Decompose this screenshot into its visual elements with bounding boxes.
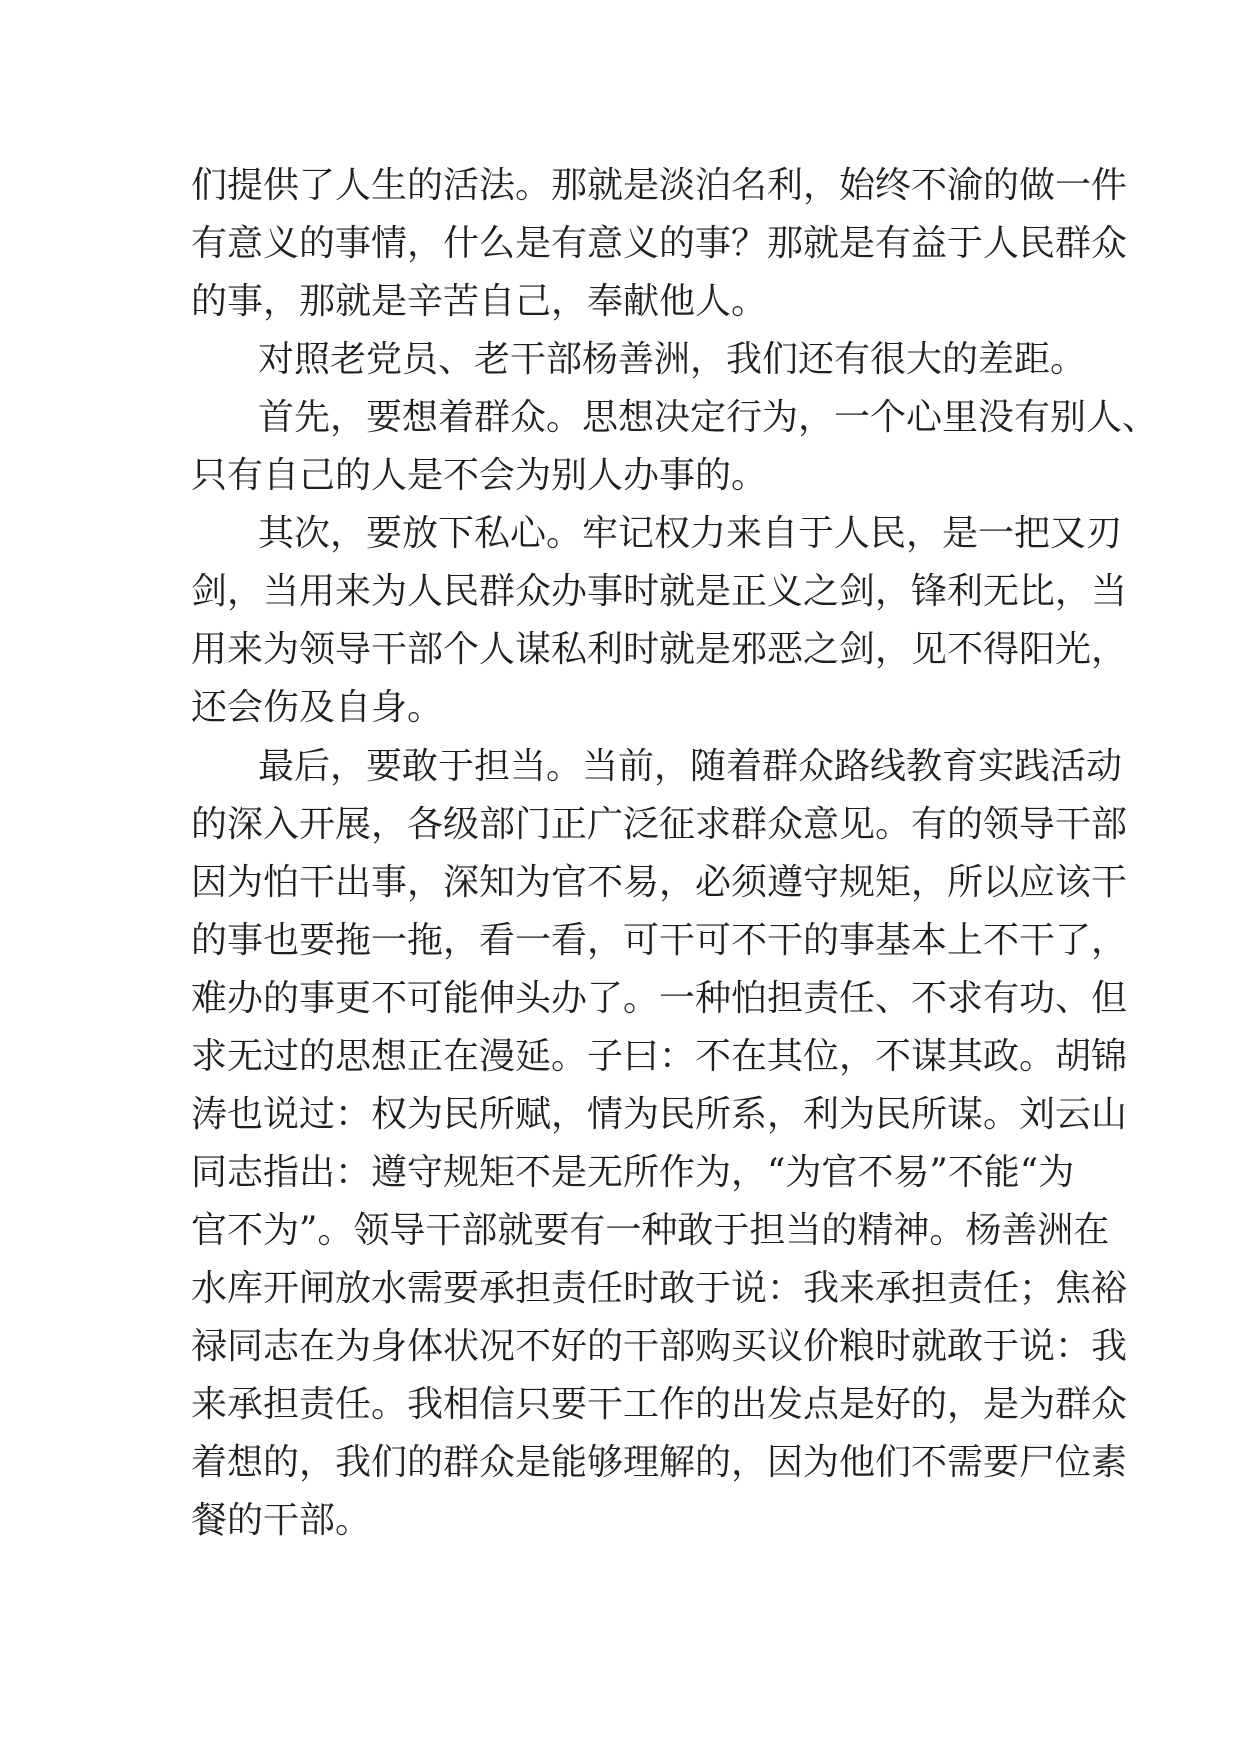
text-line: 官不为”。领导干部就要有一种敢于担当的精神。杨善洲在 [191,1210,1110,1251]
text-line: 的事，那就是辛苦自己，奉献他人。 [191,281,768,322]
text-line: 的事也要拖一拖，看一看，可干可不干的事基本上不干了， [191,920,1128,961]
text-line: 来承担责任。我相信只要干工作的出发点是好的，是为群众 [191,1384,1128,1425]
text-line: 涛也说过：权为民所赋，情为民所系，利为民所谋。刘云山 [191,1094,1128,1135]
text-line: 剑，当用来为人民群众办事时就是正义之剑，锋利无比，当 [191,571,1128,612]
text-line: 的深入开展，各级部门正广泛征求群众意见。有的领导干部 [191,804,1128,845]
text-line: 首先，要想着群众。思想决定行为，一个心里没有别人、 [258,397,1159,438]
text-line: 着想的，我们的群众是能够理解的，因为他们不需要尸位素 [191,1442,1128,1483]
text-line: 因为怕干出事，深知为官不易，必须遵守规矩，所以应该干 [191,862,1128,903]
text-line: 同志指出：遵守规矩不是无所作为，“为官不易”不能“为 [191,1152,1075,1193]
text-line: 难办的事更不可能伸头办了。一种怕担责任、不求有功、但 [191,978,1128,1019]
text-line: 禄同志在为身体状况不好的干部购买议价粮时就敢于说：我 [191,1326,1128,1367]
text-line: 用来为领导干部个人谋私利时就是邪恶之剑，见不得阳光， [191,629,1128,670]
text-line: 餐的干部。 [191,1500,372,1541]
text-line: 们提供了人生的活法。那就是淡泊名利，始终不渝的做一件 [191,165,1128,206]
text-line: 最后，要敢于担当。当前，随着群众路线教育实践活动 [258,746,1123,787]
text-line: 其次，要放下私心。牢记权力来自于人民，是一把又刃 [258,513,1123,554]
text-line: 只有自己的人是不会为别人办事的。 [191,455,768,496]
text-line: 有意义的事情，什么是有意义的事？那就是有益于人民群众 [191,223,1128,264]
text-line: 还会伤及自身。 [191,687,444,728]
text-line: 求无过的思想正在漫延。子曰：不在其位，不谋其政。胡锦 [191,1036,1128,1077]
text-line: 对照老党员、老干部杨善洲，我们还有很大的差距。 [258,339,1087,380]
text-line: 水库开闸放水需要承担责任时敢于说：我来承担责任；焦裕 [191,1268,1128,1309]
